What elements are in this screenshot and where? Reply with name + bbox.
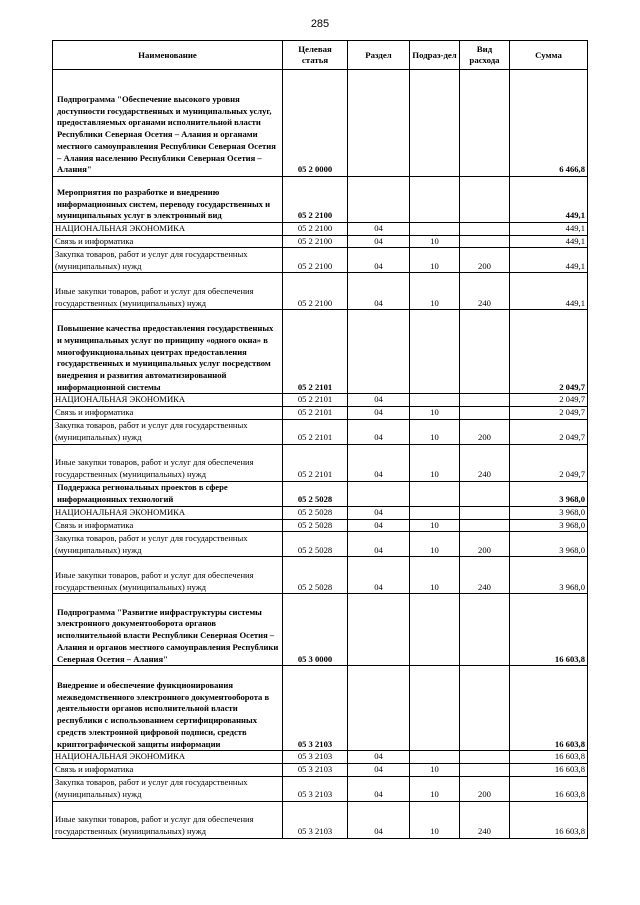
cell-kind bbox=[460, 763, 510, 776]
page-number: 285 bbox=[310, 18, 330, 30]
cell-subsection: 10 bbox=[410, 763, 460, 776]
cell-name: Иные закупки товаров, работ и услуг для обеспечения государственных (муниципальных) нужд bbox=[53, 801, 283, 838]
table-row bbox=[53, 532, 588, 557]
cell-article: 05 2 0000 bbox=[283, 70, 348, 177]
cell-section: 04 bbox=[348, 519, 410, 532]
cell-name: Поддержка региональных проектов в сфере информационных технологий bbox=[53, 481, 283, 506]
cell-kind: 200 bbox=[460, 419, 510, 444]
cell-section bbox=[348, 481, 410, 506]
cell-subsection: 10 bbox=[410, 407, 460, 420]
cell-article: 05 2 2100 bbox=[283, 223, 348, 236]
cell-section: 04 bbox=[348, 248, 410, 273]
cell-name: Связь и информатика bbox=[53, 519, 283, 532]
cell-article: 05 3 0000 bbox=[283, 594, 348, 666]
cell-name: Закупка товаров, работ и услуг для государственных (муниципальных) нужд bbox=[53, 776, 283, 801]
cell-kind bbox=[460, 666, 510, 751]
cell-subsection bbox=[410, 223, 460, 236]
cell-section bbox=[348, 666, 410, 751]
table-row bbox=[53, 419, 588, 444]
cell-name: Закупка товаров, работ и услуг для государственных (муниципальных) нужд bbox=[53, 248, 283, 273]
cell-subsection bbox=[410, 594, 460, 666]
cell-sum: 2 049,7 bbox=[510, 394, 588, 407]
cell-subsection bbox=[410, 481, 460, 506]
cell-section: 04 bbox=[348, 223, 410, 236]
cell-name: Иные закупки товаров, работ и услуг для обеспечения государственных (муниципальных) нужд bbox=[53, 273, 283, 310]
cell-sum: 2 049,7 bbox=[510, 444, 588, 481]
table-row bbox=[53, 235, 588, 248]
cell-sum: 16 603,8 bbox=[510, 666, 588, 751]
cell-article: 05 2 2101 bbox=[283, 407, 348, 420]
cell-article: 05 2 2101 bbox=[283, 310, 348, 394]
table-row bbox=[53, 223, 588, 236]
cell-kind bbox=[460, 223, 510, 236]
cell-section: 04 bbox=[348, 532, 410, 557]
cell-section: 04 bbox=[348, 506, 410, 519]
cell-sum: 16 603,8 bbox=[510, 763, 588, 776]
cell-subsection bbox=[410, 70, 460, 177]
cell-article: 05 3 2103 bbox=[283, 801, 348, 838]
cell-name: Закупка товаров, работ и услуг для государственных (муниципальных) нужд bbox=[53, 532, 283, 557]
cell-sum: 3 968,0 bbox=[510, 532, 588, 557]
budget-table bbox=[52, 40, 588, 839]
cell-sum: 3 968,0 bbox=[510, 519, 588, 532]
cell-subsection: 10 bbox=[410, 248, 460, 273]
table-row bbox=[53, 481, 588, 506]
table-row bbox=[53, 444, 588, 481]
cell-section: 04 bbox=[348, 273, 410, 310]
cell-subsection bbox=[410, 666, 460, 751]
cell-sum: 16 603,8 bbox=[510, 776, 588, 801]
header-article: Целевая статья bbox=[283, 41, 348, 70]
cell-section bbox=[348, 70, 410, 177]
cell-kind bbox=[460, 407, 510, 420]
cell-name: Связь и информатика bbox=[53, 407, 283, 420]
cell-name: НАЦИОНАЛЬНАЯ ЭКОНОМИКА bbox=[53, 223, 283, 236]
cell-article: 05 2 2101 bbox=[283, 444, 348, 481]
cell-sum: 449,1 bbox=[510, 273, 588, 310]
cell-article: 05 3 2103 bbox=[283, 751, 348, 764]
cell-section bbox=[348, 594, 410, 666]
cell-sum: 3 968,0 bbox=[510, 506, 588, 519]
cell-section: 04 bbox=[348, 776, 410, 801]
table-header-row bbox=[53, 41, 588, 70]
header-subsection: Подраз-дел bbox=[410, 41, 460, 70]
cell-section bbox=[348, 177, 410, 223]
cell-kind bbox=[460, 310, 510, 394]
cell-article: 05 2 2101 bbox=[283, 419, 348, 444]
table-row bbox=[53, 394, 588, 407]
cell-sum: 2 049,7 bbox=[510, 310, 588, 394]
cell-kind bbox=[460, 594, 510, 666]
cell-subsection: 10 bbox=[410, 532, 460, 557]
header-sum: Сумма bbox=[510, 41, 588, 70]
cell-name: НАЦИОНАЛЬНАЯ ЭКОНОМИКА bbox=[53, 751, 283, 764]
cell-article: 05 2 2100 bbox=[283, 248, 348, 273]
cell-article: 05 2 2100 bbox=[283, 235, 348, 248]
header-kind: Вид расхода bbox=[460, 41, 510, 70]
cell-subsection: 10 bbox=[410, 444, 460, 481]
header-section: Раздел bbox=[348, 41, 410, 70]
cell-subsection bbox=[410, 177, 460, 223]
table-row bbox=[53, 763, 588, 776]
cell-sum: 2 049,7 bbox=[510, 419, 588, 444]
cell-article: 05 3 2103 bbox=[283, 763, 348, 776]
cell-kind bbox=[460, 394, 510, 407]
cell-name: Связь и информатика bbox=[53, 763, 283, 776]
cell-kind bbox=[460, 519, 510, 532]
table-row bbox=[53, 407, 588, 420]
cell-kind bbox=[460, 506, 510, 519]
cell-name: Внедрение и обеспечение функционирования межведомственного электронного документооборота в деятельности органов исполнительной власти республики с использованием сертифицированных средств электронной цифровой подписи, средств криптографической защиты информации bbox=[53, 666, 283, 751]
cell-article: 05 3 2103 bbox=[283, 776, 348, 801]
cell-name: Мероприятия по разработке и внедрению информационных систем, переводу государственных и муниципальных услуг в электронный вид bbox=[53, 177, 283, 223]
table-row bbox=[53, 519, 588, 532]
cell-sum: 449,1 bbox=[510, 177, 588, 223]
cell-kind: 200 bbox=[460, 248, 510, 273]
cell-subsection: 10 bbox=[410, 519, 460, 532]
cell-subsection bbox=[410, 751, 460, 764]
cell-article: 05 2 5028 bbox=[283, 557, 348, 594]
table-row bbox=[53, 70, 588, 177]
cell-name: НАЦИОНАЛЬНАЯ ЭКОНОМИКА bbox=[53, 506, 283, 519]
cell-section: 04 bbox=[348, 444, 410, 481]
cell-section: 04 bbox=[348, 394, 410, 407]
cell-section: 04 bbox=[348, 763, 410, 776]
table-row bbox=[53, 557, 588, 594]
cell-kind bbox=[460, 235, 510, 248]
cell-subsection: 10 bbox=[410, 273, 460, 310]
cell-subsection bbox=[410, 310, 460, 394]
cell-name: Иные закупки товаров, работ и услуг для обеспечения государственных (муниципальных) нужд bbox=[53, 557, 283, 594]
cell-section: 04 bbox=[348, 235, 410, 248]
table-row bbox=[53, 776, 588, 801]
cell-kind: 240 bbox=[460, 557, 510, 594]
table-row bbox=[53, 801, 588, 838]
cell-subsection: 10 bbox=[410, 419, 460, 444]
table-row bbox=[53, 248, 588, 273]
cell-kind: 200 bbox=[460, 776, 510, 801]
cell-kind: 240 bbox=[460, 801, 510, 838]
cell-article: 05 2 2100 bbox=[283, 177, 348, 223]
cell-name: Подпрограмма "Обеспечение высокого уровня доступности государственных и муниципальных услуг, предоставляемых органами исполнительной власти Республики Северная Осетия – Алания и органами местного самоуправления Республики Северная Осетия – Алания населению Республики Северная Осетия – Алания" bbox=[53, 70, 283, 177]
cell-name: НАЦИОНАЛЬНАЯ ЭКОНОМИКА bbox=[53, 394, 283, 407]
cell-sum: 6 466,8 bbox=[510, 70, 588, 177]
cell-subsection bbox=[410, 394, 460, 407]
cell-subsection bbox=[410, 506, 460, 519]
table-row bbox=[53, 310, 588, 394]
cell-kind bbox=[460, 481, 510, 506]
cell-article: 05 2 5028 bbox=[283, 532, 348, 557]
cell-section: 04 bbox=[348, 407, 410, 420]
cell-section: 04 bbox=[348, 751, 410, 764]
cell-article: 05 2 5028 bbox=[283, 506, 348, 519]
table-row bbox=[53, 594, 588, 666]
cell-kind bbox=[460, 751, 510, 764]
cell-sum: 449,1 bbox=[510, 248, 588, 273]
cell-sum: 2 049,7 bbox=[510, 407, 588, 420]
table-row bbox=[53, 273, 588, 310]
table-row bbox=[53, 506, 588, 519]
cell-kind: 200 bbox=[460, 532, 510, 557]
cell-subsection: 10 bbox=[410, 235, 460, 248]
table-row bbox=[53, 177, 588, 223]
cell-sum: 449,1 bbox=[510, 223, 588, 236]
cell-subsection: 10 bbox=[410, 557, 460, 594]
cell-subsection: 10 bbox=[410, 801, 460, 838]
cell-section: 04 bbox=[348, 419, 410, 444]
cell-name: Закупка товаров, работ и услуг для государственных (муниципальных) нужд bbox=[53, 419, 283, 444]
cell-section: 04 bbox=[348, 557, 410, 594]
cell-name: Повышение качества предоставления государственных и муниципальных услуг по принципу «одного окна» в многофункциональных центрах предоставления государственных и муниципальных услуг посредством внедрения и развития автоматизированной информационной системы bbox=[53, 310, 283, 394]
header-name: Наименование bbox=[53, 41, 283, 70]
cell-article: 05 3 2103 bbox=[283, 666, 348, 751]
cell-kind: 240 bbox=[460, 273, 510, 310]
cell-sum: 16 603,8 bbox=[510, 594, 588, 666]
cell-name: Связь и информатика bbox=[53, 235, 283, 248]
cell-section bbox=[348, 310, 410, 394]
cell-kind bbox=[460, 70, 510, 177]
cell-sum: 16 603,8 bbox=[510, 751, 588, 764]
cell-subsection: 10 bbox=[410, 776, 460, 801]
cell-article: 05 2 5028 bbox=[283, 519, 348, 532]
table-row bbox=[53, 751, 588, 764]
cell-article: 05 2 2101 bbox=[283, 394, 348, 407]
cell-sum: 449,1 bbox=[510, 235, 588, 248]
cell-sum: 3 968,0 bbox=[510, 481, 588, 506]
cell-section: 04 bbox=[348, 801, 410, 838]
cell-kind bbox=[460, 177, 510, 223]
cell-kind: 240 bbox=[460, 444, 510, 481]
cell-sum: 3 968,0 bbox=[510, 557, 588, 594]
cell-name: Иные закупки товаров, работ и услуг для обеспечения государственных (муниципальных) нужд bbox=[53, 444, 283, 481]
cell-article: 05 2 5028 bbox=[283, 481, 348, 506]
cell-name: Подпрограмма "Развитие инфраструктуры системы электронного документооборота органов исполнительной власти Республики Северная Осетия – Алания и органов местного самоуправления Республики Северная Осетия – Алания" bbox=[53, 594, 283, 666]
cell-sum: 16 603,8 bbox=[510, 801, 588, 838]
cell-article: 05 2 2100 bbox=[283, 273, 348, 310]
table-row bbox=[53, 666, 588, 751]
